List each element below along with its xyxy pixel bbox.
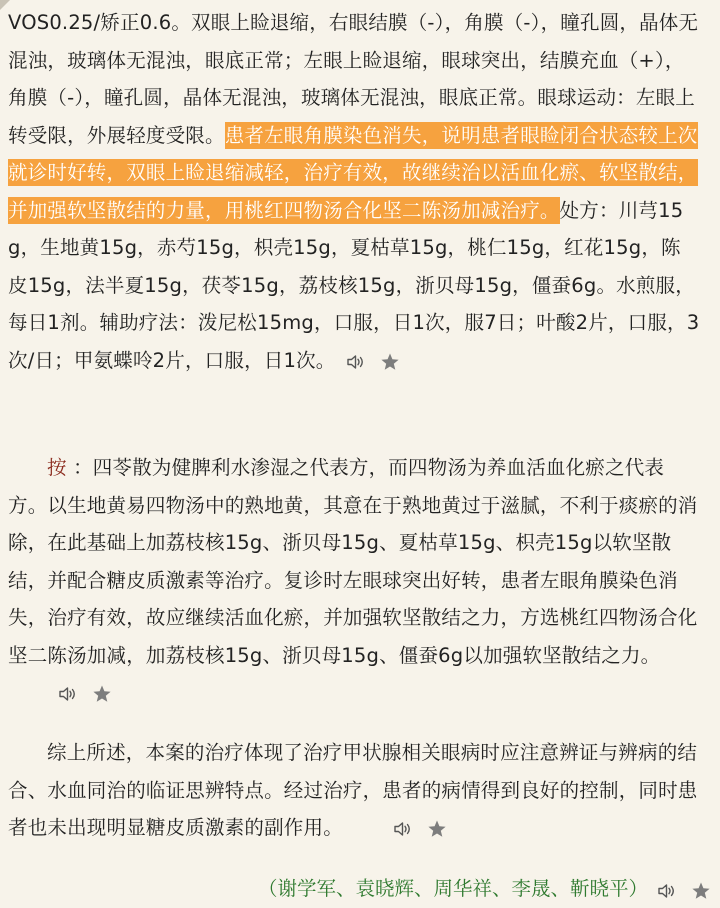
highlighted-text[interactable]: 患者左眼角膜染色消失，说明患者眼睑闭合状态较上次就诊时好转，双眼上睑退缩减轻，治疗有效，故继续治以活血化瘀、软坚散结，并加强软坚散结的力量，用桃红四物汤合化坚二陈汤加减治疗。: [8, 123, 698, 222]
speaker-icon[interactable]: [392, 818, 414, 840]
paragraph-3: [8, 734, 700, 847]
speaker-icon[interactable]: [345, 351, 367, 373]
paragraph-2-tools: [18, 675, 125, 713]
star-icon[interactable]: [426, 818, 448, 840]
paragraph-2-text: ：四苓散为健脾利水渗湿之代表方，而四物汤为养血活血化瘀之代表方。以生地黄易四物汤中的熟地黄，其意在于熟地黄过于滋腻，不利于痰瘀的消除，在此基础上加荔枝核15g、浙贝母15g、夏枯草15g、枳壳15g以软坚散结，并配合糖皮质激素等治疗。复诊时左眼球突出好转，患者左眼角膜染色消失，治疗有效，故应继续活血化瘀，并加强软坚散结之力，方选桃红四物汤合化坚二陈汤加减，加荔枝核15g、浙贝母15g、僵蚕6g以加强软坚散结之力。: [8, 456, 698, 667]
note-label: 按: [47, 456, 67, 479]
paragraph-2: [8, 449, 700, 712]
paragraph-1: [8, 4, 700, 380]
author-tools: [656, 871, 712, 908]
paragraph-3-tools: [353, 810, 460, 848]
star-icon[interactable]: [91, 683, 113, 705]
speaker-icon[interactable]: [57, 683, 79, 705]
prescription-text: 处方：川芎15g，生地黄15g，赤芍15g，枳壳15g，夏枯草15g，桃仁15g，红花15g，陈皮15g，法半夏15g，茯苓15g，荔枝核15g，浙贝母15g，僵蚕6g。水煎服，每日1剂。辅助疗法：泼尼松15mg，口服，日1次，服7日；叶酸2片，口服，3次/日；甲氨蝶呤2片，口服，日1次。: [8, 198, 700, 372]
authors-text: （谢学军、袁晓辉、周华祥、李晟、靳晓平）: [257, 877, 648, 900]
star-icon[interactable]: [379, 351, 401, 373]
paragraph-3-text: 综上所述，本案的治疗体现了治疗甲状腺相关眼病时应注意辨证与辨病的结合、水血同治的临证思辨特点。经过治疗，患者的病情得到良好的控制，同时患者也未出现明显糖皮质激素的副作用。: [8, 741, 698, 839]
star-icon[interactable]: [690, 880, 712, 902]
paragraph-1-tools: [345, 342, 413, 380]
speaker-icon[interactable]: [656, 880, 678, 902]
author-line: [0, 870, 712, 908]
paragraph-1-text: VOS0.25/矫正0.6。双眼上睑退缩，右眼结膜（-），角膜（-），瞳孔圆，晶体无混浊，玻璃体无混浊，眼底正常；左眼上睑退缩，眼球突出，结膜充血（+），角膜（-），瞳孔圆，晶体无混浊，玻璃体无混浊，眼底正常。眼球运动：左眼上转受限，外展轻度受限。: [8, 11, 699, 147]
